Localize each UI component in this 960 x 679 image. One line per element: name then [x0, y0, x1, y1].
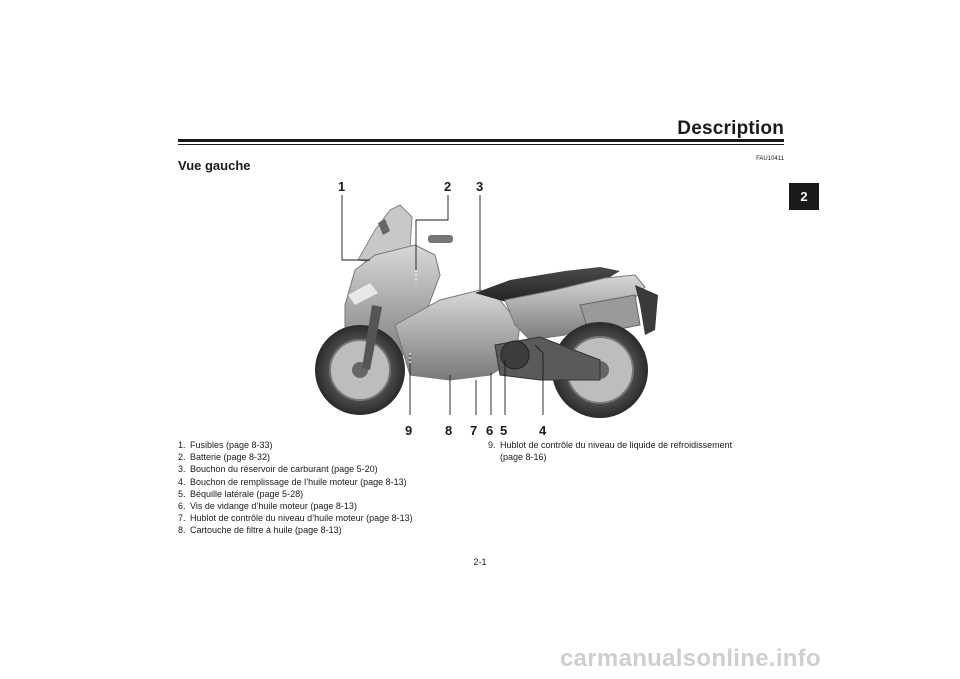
legend-text: Bouchon de remplissage de l’huile moteur (page 8-13): [190, 476, 407, 487]
legend-number: 6.: [178, 501, 186, 512]
callout-2: 2: [444, 179, 452, 194]
callout-6: 6: [486, 423, 494, 438]
legend-number: 8.: [178, 525, 186, 536]
list-item: [488, 439, 788, 463]
header-rule: [178, 139, 784, 142]
legend-number: 5.: [178, 488, 186, 499]
header-rule-thin: [178, 144, 784, 145]
callout-3: 3: [476, 179, 484, 194]
legend-text-line1: Hublot de contrôle du niveau de liquide de refroidissement: [500, 440, 733, 450]
reference-code: FAU10411: [756, 156, 784, 162]
callout-9: 9: [405, 423, 413, 438]
legend-number: 2.: [178, 452, 186, 463]
rear-fender-shape: [635, 285, 658, 335]
list-item: [178, 439, 478, 451]
legend-number: 1.: [178, 440, 186, 450]
legend-text: Batterie (page 8-32): [190, 452, 271, 463]
page-number: 2-1: [473, 557, 487, 567]
section-title: Vue gauche: [178, 158, 251, 173]
legend-text: Béquille latérale (page 5-28): [190, 488, 304, 499]
legend-text: Bouchon du réservoir de carburant (page 5-20): [190, 464, 378, 475]
legend-text: Hublot de contrôle du niveau d’huile moteur (page 8-13): [190, 513, 413, 524]
callout-7: 7: [470, 423, 478, 438]
legend-text: Vis de vidange d’huile moteur (page 8-13): [190, 501, 357, 512]
list-item: [178, 488, 478, 500]
scooter-illustration: [300, 175, 670, 440]
scooter-drawing: [300, 175, 670, 440]
watermark-text: carmanualsonline.info: [560, 645, 822, 672]
callout-8: 8: [445, 423, 453, 438]
chapter-tab: 2: [789, 183, 819, 210]
handlebar-shape: [428, 235, 453, 243]
legend-text: Fusibles (page 8-33): [190, 440, 273, 450]
legend-number: 3.: [178, 464, 186, 475]
legend-number: 7.: [178, 513, 186, 524]
list-item: [178, 451, 478, 463]
legend-text-line2: (page 8-16): [500, 452, 547, 463]
list-item: [178, 476, 478, 488]
list-item: [178, 524, 478, 536]
list-item: [178, 463, 478, 475]
callout-5: 5: [500, 423, 508, 438]
page-header-title: Description: [677, 118, 784, 139]
callout-1: 1: [338, 179, 346, 194]
list-item: [178, 500, 478, 512]
legend-text: [500, 439, 732, 463]
legend-number: 9.: [488, 440, 496, 450]
legend-number: 4.: [178, 476, 186, 487]
legend-left-column: [178, 439, 478, 537]
legend-text: Cartouche de filtre à huile (page 8-13): [190, 525, 342, 536]
list-item: [178, 512, 478, 524]
legend-right-column: [488, 439, 788, 463]
callout-4: 4: [539, 423, 547, 438]
